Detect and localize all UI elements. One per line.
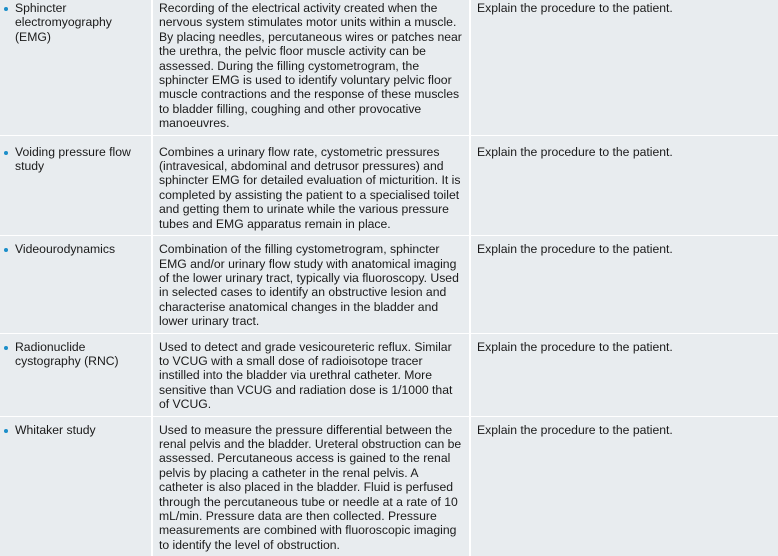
test-description: Used to measure the pressure differential between the renal pelvis and the bladder. Ureteral obstruction can be assessed. Percutaneous access is gained to the renal pelvis by placing a catheter in the renal pelvis. A catheter is also placed in the bladder. Fluid is perfused through the percutaneous tube or needle at a rate of 10 mL/min. Pressure data are then collected. Pressure measurements are combined with fluoroscopic imaging to identify the level of obstruction.	[159, 422, 462, 552]
table-row	[0, 333, 778, 416]
description-cell	[152, 0, 470, 135]
test-description: Combination of the filling cystometrogram, sphincter EMG and/or urinary flow study with anatomical imaging of the lower urinary tract, typically via fluoroscopy. Used in selected cases to identify an obstructive lesion and characterise anatomical changes in the bladder and lower urinary tract.	[159, 242, 459, 329]
test-name-cell	[0, 333, 152, 416]
nursing-note: Explain the procedure to the patient.	[477, 242, 673, 257]
test-name-cell	[0, 135, 152, 235]
description-cell	[152, 333, 470, 416]
test-description: Recording of the electrical activity created when the nervous system stimulates motor units within a muscle. By placing needles, percutaneous wires or patches near the urethra, the pelvic floor muscle activity can be assessed. During the filling cystometrogram, the sphincter EMG is used to identify voluntary pelvic floor muscle contractions and the response of these muscles to bladder filling, coughing and other provocative manoeuvres.	[159, 1, 462, 131]
test-description: Used to detect and grade vesicoureteric reflux. Similar to VCUG with a small dose of radioisotope tracer instilled into the bladder via urethral catheter. More sensitive than VCUG and radiation dose is 1/1000 that of VCUG.	[159, 339, 453, 412]
nursing-note: Explain the procedure to the patient.	[477, 144, 673, 159]
table-row	[0, 135, 778, 235]
test-name: Sphincter electromyography (EMG)	[15, 1, 112, 44]
table-row	[0, 236, 778, 333]
test-name: Whitaker study	[15, 422, 96, 437]
description-cell	[152, 236, 470, 333]
bullet-icon	[4, 151, 8, 155]
test-name-cell	[0, 416, 152, 556]
nursing-cell	[470, 333, 778, 416]
bullet-icon	[4, 7, 8, 11]
nursing-note: Explain the procedure to the patient.	[477, 339, 673, 354]
test-name-cell	[0, 236, 152, 333]
bullet-icon	[4, 429, 8, 433]
bullet-icon	[4, 346, 8, 350]
test-name: Videourodynamics	[15, 242, 116, 257]
nursing-cell	[470, 416, 778, 556]
bullet-icon	[4, 248, 8, 252]
nursing-cell	[470, 135, 778, 235]
description-cell	[152, 416, 470, 556]
test-name: Radionuclide cystography (RNC)	[15, 339, 119, 368]
test-name: Voiding pressure flow study	[15, 144, 131, 174]
nursing-note: Explain the procedure to the patient.	[477, 422, 673, 437]
test-description: Combines a urinary flow rate, cystometric pressures (intravesical, abdominal and detrusor pressures) and sphincter EMG for detailed evaluation of micturition. It is completed by assisting the patient to a specialised toilet and getting them to urinate while the various pressure tubes and EMG apparatus remain in place.	[159, 144, 461, 231]
test-name-cell	[0, 0, 152, 135]
nursing-note: Explain the procedure to the patient.	[477, 1, 673, 15]
nursing-cell	[470, 0, 778, 135]
table-row	[0, 416, 778, 556]
table-row	[0, 0, 778, 135]
description-cell	[152, 135, 470, 235]
nursing-cell	[470, 236, 778, 333]
